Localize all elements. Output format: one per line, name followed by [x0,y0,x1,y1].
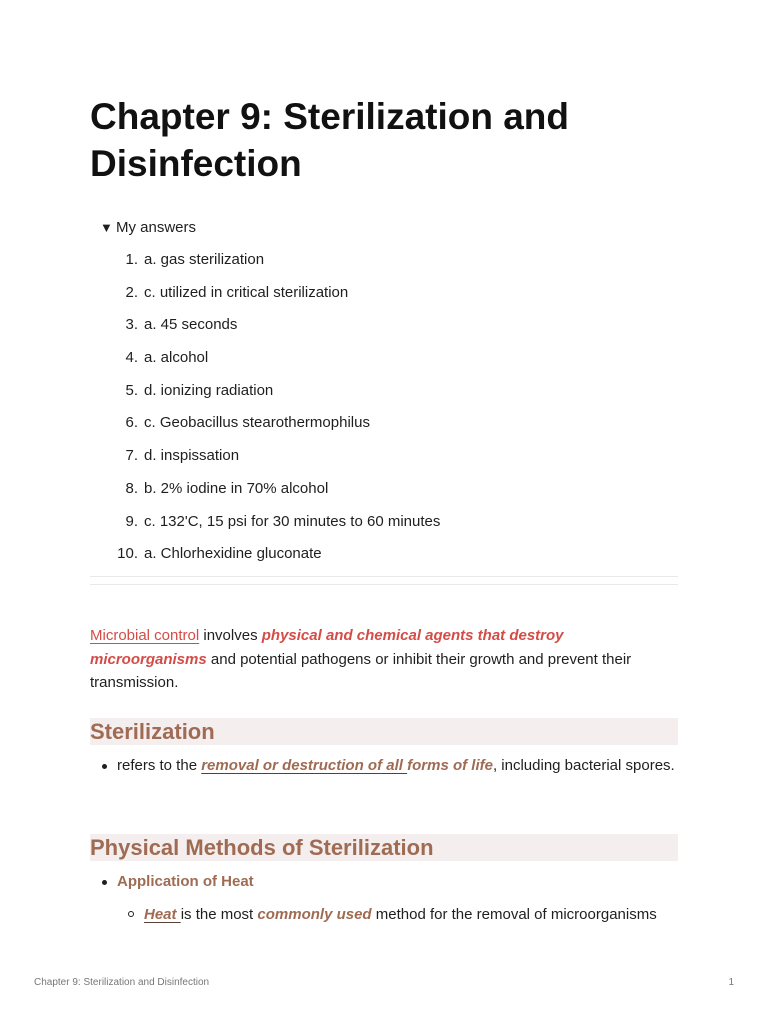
answers-list [90,250,678,577]
list-item: 7. d. inspissation [125,447,240,465]
list-item: 2. c. utilized in critical sterilization [125,283,349,301]
my-answers-toggle[interactable] [100,218,196,238]
list-item: 4. a. alcohol [125,349,209,367]
list-item: 6. c. Geobacillus stearothermophilus [125,414,370,432]
heading-physical-methods: Physical Methods of Sterilization [90,834,678,861]
toggle-label: My answers [116,219,197,236]
circle-bullet-icon [128,911,134,917]
bullet-icon [102,880,107,885]
divider [90,576,678,577]
page-title: Chapter 9: Sterilization and Disinfection [90,96,570,184]
list-item: Heat is the most commonly used method for the removal of microorganisms [144,906,657,923]
bullet-icon [102,764,107,769]
divider [90,584,678,585]
footer-title: Chapter 9: Sterilization and Disinfection [34,977,210,988]
emphasis-text: physical and chemical agents that destroy microorganisms [90,627,564,668]
heading-sterilization: Sterilization [90,718,678,745]
list-item: refers to the removal or destruction of all forms of life, including bacterial spores. [117,757,675,774]
list-item: 3. a. 45 seconds [125,316,238,334]
list-item: 9. c. 132'C, 15 psi for 30 minutes to 60 minutes [125,512,441,530]
list-item: 8. b. 2% iodine in 70% alcohol [125,479,329,497]
list-item: 10. a. Chlorhexidine gluconate [117,545,322,563]
term-microbial-control: Microbial control [90,627,200,644]
list-item: 5. d. ionizing radiation [125,381,274,399]
intro-paragraph: Microbial control involves physical and chemical agents that destroy microorganisms and potential pathogens or inhibit their growth and prevent their transmission. [90,627,632,691]
page-number: 1 [728,977,734,988]
list-item: 1. a. gas sterilization [125,251,265,268]
triangle-down-icon: ▼ [100,220,113,235]
list-item: Application of Heat [117,873,254,890]
